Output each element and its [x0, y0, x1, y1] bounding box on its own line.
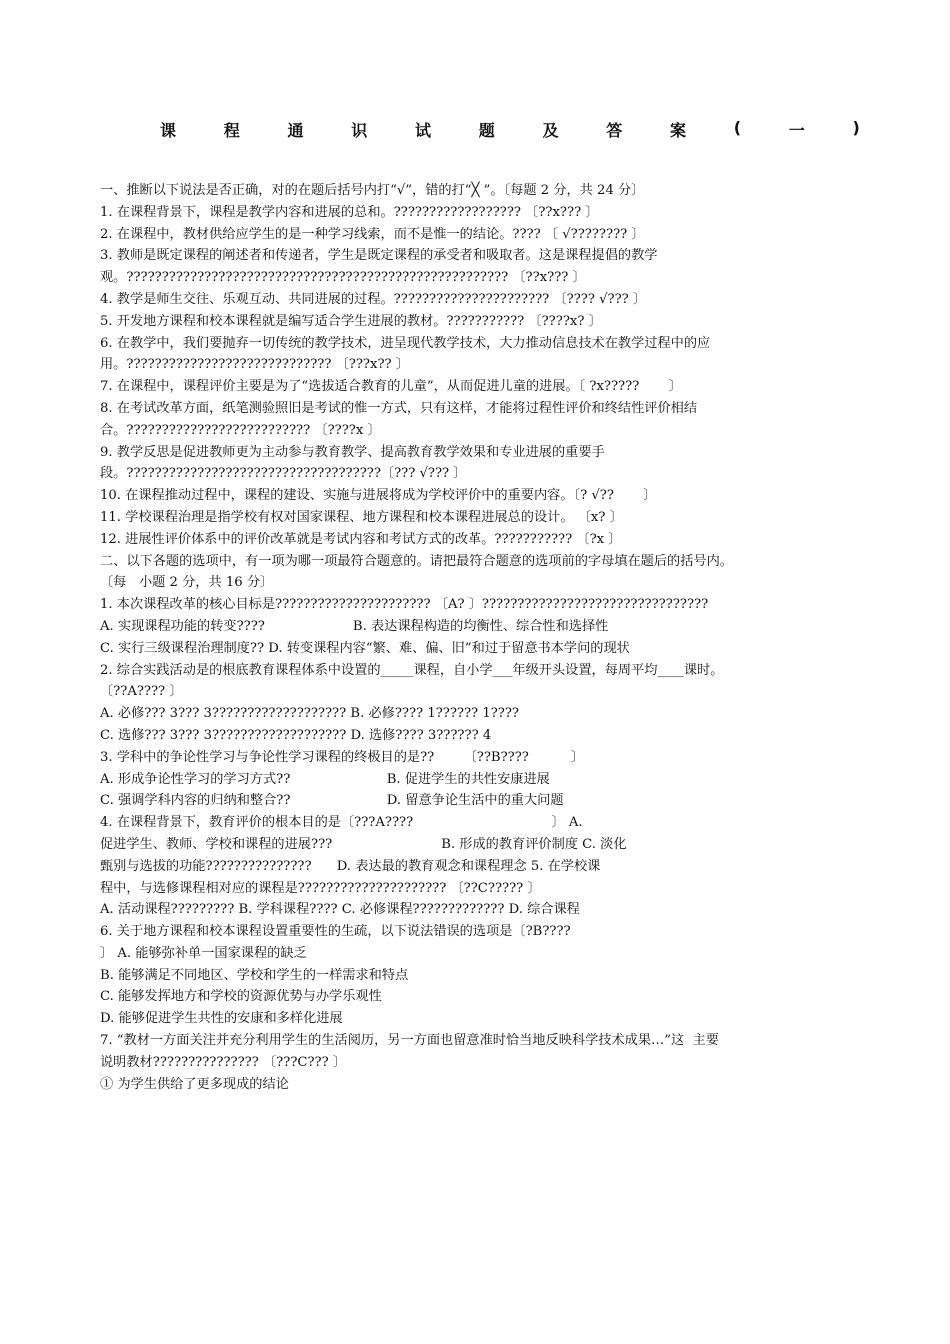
text-line: A. 实现课程功能的转变???? B. 表达课程构造的均衡性、综合性和选择性 [100, 618, 609, 634]
text-line: 1. 本次课程改革的核心目标是?????????????????????? 〔A? 〕???????????????????????????????? [100, 597, 709, 613]
document-body [100, 180, 860, 1095]
text-line: 段。????????????????????????????????????〔??? √??? 〕 [100, 466, 467, 482]
text-line: 5. 开发地方课程和校本课程就是编写适合学生进展的教材。??????????? 〔????x? 〕 [100, 313, 602, 329]
text-line: C. 实行三级课程治理制度?? D. 转变课程内容“繁、难、偏、旧”和过于留意书本学问的现状 [100, 640, 630, 656]
title-char: 案 [670, 121, 687, 140]
text-line: 促进学生、教师、学校和课程的进展??? B. 形成的教育评价制度 C. 淡化 [100, 836, 627, 852]
title-char: 题 [478, 121, 495, 140]
title-char: 一 [788, 121, 805, 140]
title-char: 课 [160, 121, 177, 140]
text-line: 说明教材??????????????? 〔???C??? 〕 [100, 1054, 347, 1070]
page-title [160, 118, 860, 141]
title-char: ( [733, 118, 742, 137]
text-line: 4. 在课程背景下，教育评价的根本目的是〔???A???? 〕 A. [100, 815, 583, 831]
text-line: 11. 学校课程治理是指学校有权对国家课程、地方课程和校本课程进展总的设计。 〔x? 〕 [100, 509, 623, 525]
text-line: C. 能够发挥地方和学校的资源优势与办学乐观性 [100, 989, 382, 1005]
text-line: 4. 教学是师生交往、乐观互动、共同进展的过程。?????????????????????? 〔???? √??? 〕 [100, 291, 647, 307]
text-line: 6. 关于地方课程和校本课程设置重要性的生疏，以下说法错误的选项是〔?B???? [100, 924, 571, 940]
title-char: 识 [351, 121, 368, 140]
text-line: 程中，与选修课程相对应的课程是????????????????????? 〔??C????? 〕 [100, 880, 541, 896]
text-line: 观。?????????????????????????????????????????????????????? 〔??x??? 〕 [100, 270, 586, 286]
text-line: C. 选修??? 3??? 3??????????????????? D. 选修???? 3?????? 4 [100, 727, 492, 743]
text-line: 8. 在考试改革方面，纸笔测验照旧是考试的惟一方式，只有这样，才能将过程性评价和终结性评价相结 [100, 400, 698, 416]
text-line: 二、以下各题的选项中，有一项为哪一项最符合题意的。请把最符合题意的选项前的字母填在题后的括号内。 [100, 553, 733, 569]
text-line: C. 强调学科内容的归纳和整合?? D. 留意争论生活中的重大问题 [100, 793, 564, 809]
title-char: 试 [415, 121, 432, 140]
text-line: 合。?????????????????????????? 〔????x 〕 [100, 422, 381, 438]
text-line: A. 活动课程????????? B. 学科课程???? C. 必修课程????????????? D. 综合课程 [100, 902, 580, 918]
text-line: 一、推断以下说法是否正确，对的在题后括号内打“√”，错的打“╳ ”。〔每题 2 分，共 24 分〕 [100, 183, 645, 198]
text-line: 9. 教学反思是促进教师更为主动参与教育教学、提高教育教学效果和专业进展的重要手 [100, 444, 605, 460]
text-line: 〔每 小题 2 分，共 16 分〕 [100, 575, 274, 591]
text-line: 3. 学科中的争论性学习与争论性学习课程的终极目的是?? 〔??B???? 〕 [100, 749, 584, 765]
text-line: 7. 在课程中，课程评价主要是为了“选拔适合教育的儿童”，从而促进儿童的进展。〔 ?x????? 〕 [100, 379, 682, 395]
text-line: 2. 在课程中，教材供给应学生的是一种学习线索，而不是惟一的结论。???? 〔 √???????? 〕 [100, 226, 645, 242]
title-char: 通 [287, 121, 304, 140]
text-line: 3. 教师是既定课程的阐述者和传递者，学生是既定课程的承受者和吸取者。这是课程提倡的教学 [100, 248, 658, 264]
text-line: A. 必修??? 3??? 3??????????????????? B. 必修???? 1?????? 1???? [100, 706, 519, 722]
text-line: 7. “教材一方面关注并充分利用学生的生活阅历，另一方面也留意准时恰当地反映科学技术成果…”这 主要 [100, 1033, 719, 1049]
text-line: 12. 进展性评价体系中的评价改革就是考试内容和考试方式的改革。??????????? 〔?x 〕 [100, 531, 622, 547]
title-char: 答 [606, 121, 623, 140]
text-line: 1. 在课程背景下，课程是教学内容和进展的总和。?????????????????? 〔??x??? 〕 [100, 204, 599, 220]
text-line: 6. 在教学中，我们要抛弃一切传统的教学技术，进呈现代教学技术，大力推动信息技术在教学过程中的应 [100, 335, 711, 351]
text-line: 〕 A. 能够弥补单一国家课程的缺乏 [100, 945, 307, 961]
text-line: D. 能够促进学生共性的安康和多样化进展 [100, 1011, 343, 1027]
text-line: ① 为学生供给了更多现成的结论 [100, 1076, 289, 1092]
text-line: A. 形成争论性学习的学习方式?? B. 促进学生的共性安康进展 [100, 771, 550, 787]
title-char: 程 [223, 121, 240, 140]
text-line: 10. 在课程推动过程中，课程的建设、实施与进展将成为学校评价中的重要内容。〔? √?? 〕 [100, 488, 657, 504]
text-line: 〔??A???? 〕 [100, 684, 183, 700]
title-char: 及 [542, 121, 559, 140]
text-line: 甄别与选拔的功能??????????????? D. 表达最的教育观念和课程理念 5. 在学校课 [100, 858, 601, 874]
text-line: B. 能够满足不同地区、学校和学生的一样需求和特点 [100, 967, 409, 983]
text-line: 用。????????????????????????????? 〔???x?? 〕 [100, 357, 409, 373]
text-line: 2. 综合实践活动是的根底教育课程体系中设置的_____课程，自小学___年级开头设置，每周平均____课时。 [100, 662, 724, 678]
title-char: ) [852, 118, 860, 137]
